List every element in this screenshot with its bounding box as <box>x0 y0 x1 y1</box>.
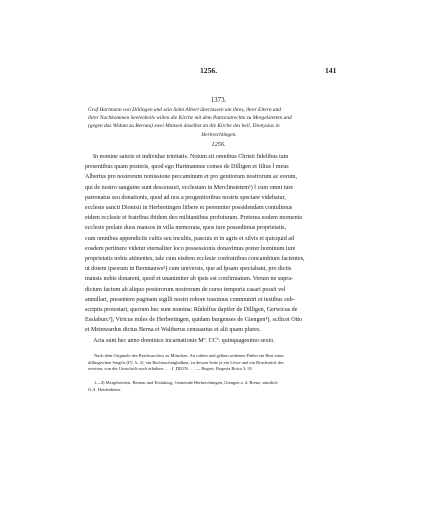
running-header-year: 1256. <box>200 66 218 75</box>
regest-line: ihrer Nachkommen Seelenheils willen die Kirche mit dem Patronatrechte zu Mergelstetten und <box>88 115 292 122</box>
text-line: Acta sunt hec anno dominice incarnationis Mº. CCº. quinquagesimo sexto. <box>93 337 275 344</box>
text-line: dictum factum ab aliquo posterorum nostrorum de curso temporis casari possit vel <box>85 286 286 293</box>
source-footnote <box>88 353 353 373</box>
text-line: In nomine sancte et individue trinitatis. Notum sit omnibus Christi fidelibus tam <box>93 154 289 160</box>
text-line: annullari, presentem paginam sigilli nostri robore iussimus communiri et testibus sub- <box>85 296 295 303</box>
place-footnote <box>88 380 353 393</box>
regest-line: (gegen das Widum zu Bernau) zwei Mansen daselbst an die Kirche des heil. Dionysius in <box>88 123 280 130</box>
footnote-line: zweiten, von der Umschrift noch erhalten: . . . I. DILIN . . . — Regest: Regesta Boica 3, 91. <box>88 366 254 372</box>
text-line: ecclesie prelate duos mansos in villa memorata, quos iure possedimus proprietatis, <box>85 225 287 232</box>
footnote-line: O.A. Heidenheim. <box>88 386 121 392</box>
text-line: ecclesie sancti Dionisii in Herbretingen liibere et perenniter possidendam contulimus <box>85 205 293 212</box>
regest-summary <box>88 106 350 139</box>
text-line: presentibus quam posteris, quod ego Hartmannus comes de Dilligen et filius ‖ meus <box>85 164 289 171</box>
text-line: mansis nobis donarent, quod et unanimiter ab ipsis est confirmatum. Verum ne supra- <box>85 276 294 283</box>
text-line: eidem ecclesie et fratribus ibidem deo militantibus profuturam. Preterea eodem momento <box>85 215 303 222</box>
text-line: eosdem pertinere videtur eternaliter loco possessionis donavimus preter hominum iure <box>85 245 296 252</box>
document-number: 1373. <box>210 96 227 104</box>
text-line: Albertus pro nostrorum remissione peccaminum et pro genitorum nostrorum ac eorum, <box>85 174 298 181</box>
page-number: 141 <box>325 66 337 75</box>
footnote-line: Nach dem Originale des Reichsarchivs zu München. An rothen und gelben seidenen Fäden ein Rest eines <box>94 353 284 358</box>
text-line: Esslaburc³), Viricus miles de Herbretingen, quidam burgenses de Giengen⁴), scilicet Otto <box>85 317 303 324</box>
text-line: scriptis protestari, quorum hec sunt nomina: Rûdolfus dapifer de Dilligen, Gerwicus de <box>85 307 298 314</box>
text-line: patronatus seu donationis, quod ad nos a progenitoribus nostris spectare videbatur, <box>85 194 286 201</box>
charter-text <box>85 152 353 346</box>
text-line: cum omnibus appendiciis cultis seu incultis, pascuis et in agris et silvis et quicquid ad <box>85 235 295 242</box>
footnote-line: dillingischen Siegels (IV. A. 2): ein Rechtsschrägbalken, zu dessen Seite je ein Löwe und ein Bruchstück des <box>88 359 284 365</box>
text-line: proprietatis nobis attinentes, tale cum eisdem ecclesie confratribus concambium facientes, <box>85 256 305 263</box>
text-line: et Meinwardus dictus Berna et Waltherus censuarius et alii quam plures. <box>85 327 261 334</box>
text-line: ut dotem ipsorum in Bernnauwe²) cum universis, que ad ‖psam spectabant, pro dictis <box>85 266 292 273</box>
regest-line: Graf Hartmann von Dillingen und sein Sohn Albert überlassen um ihres, ihrer Eltern und <box>88 107 281 113</box>
regest-line: Herbrechtingen. <box>201 131 237 138</box>
text-line: qui de nostro sanguine sunt descensuri, ecclesiam in Merclinstetem¹) ‖ cum omni iure <box>85 184 294 191</box>
footnote-line: 1—4) Mergelstetten, Bernau und Esslaburg, Gemeinde Herbrechtingen, Giengen a. d. Brenz, sämtlich <box>94 380 278 385</box>
document-date: 1256. <box>211 141 226 148</box>
